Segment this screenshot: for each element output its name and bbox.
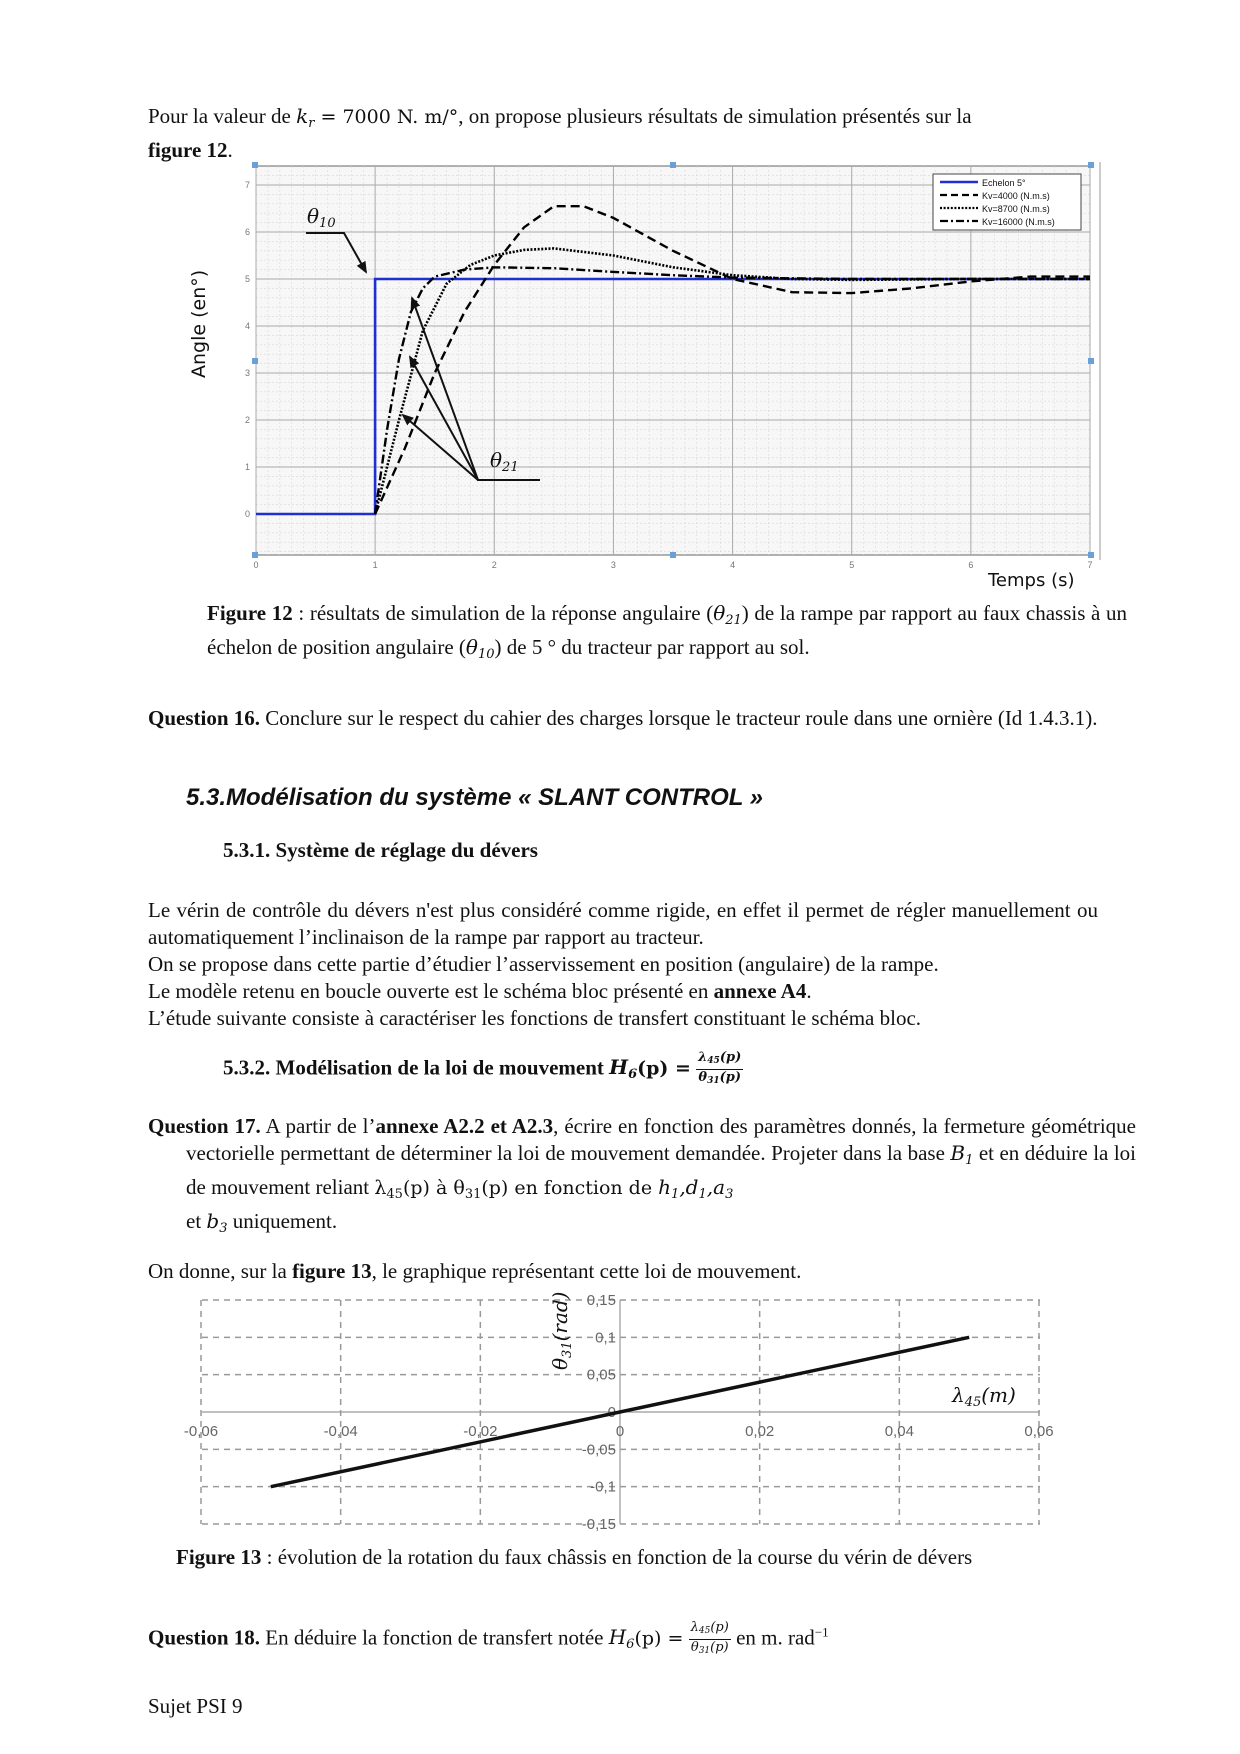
y-tick-label: 3: [244, 368, 250, 378]
x-tick-label: -0,02: [463, 1423, 498, 1440]
y-tick-label: 0,15: [586, 1292, 616, 1309]
x-tick-label: 0: [615, 1423, 625, 1440]
question-17: Question 17. A partir de l’annexe A2.2 et A2.3, écrire en fonction des paramètres donnés, la fermeture géométrique vectorielle permettant de déterminer la loi de mouvement demandée. Projeter dans la base $B_1$ et en déduire la loi de mouvement reliant $\lambda_{45}(p)$ à $\theta_{31}(p)$ en fonction de $h_1,d_1,a_3$ et $b_3$ uniquement.: [148, 1114, 1137, 1236]
x-tick-label: 6: [968, 560, 974, 570]
figure12-ref: figure 12: [148, 138, 228, 162]
x-tick-label: 0,02: [745, 1423, 775, 1440]
figure13-xlabel: $\lambda_{45}(m)$: [952, 1383, 1016, 1410]
figure12-ylabel: Angle (en°): [188, 269, 210, 378]
x-tick-label: -0,04: [323, 1423, 358, 1440]
theta10-label: $\theta_{10}$: [307, 204, 336, 231]
legend-kv4000: Kv=4000 (N.m.s): [982, 191, 1050, 201]
legend-echelon: Echelon 5°: [982, 178, 1026, 188]
x-tick-label: 5: [849, 560, 855, 570]
y-tick-label: -0,15: [581, 1516, 616, 1533]
y-tick-label: 7: [244, 180, 250, 190]
intro-paragraph: Pour la valeur de $k_r = 7000$ N. m/°, on propose plusieurs résultats de simulation présentés sur la figure 12.: [148, 104, 972, 162]
y-tick-label: 2: [244, 415, 250, 425]
question-18: Question 18. En déduire la fonction de transfert notée $H_6(p)$ = $\frac{\lambda_{45}(p)}{\theta_{31}(p)}$ en m. rad$^{-1}$: [148, 1620, 829, 1656]
page-footer: Sujet PSI 9: [148, 1694, 243, 1718]
question-16: Question 16. Conclure sur le respect du cahier des charges lorsque le tracteur roule dans une ornière (Id 1.4.3.1).: [148, 706, 1098, 730]
y-tick-label: 4: [244, 321, 250, 331]
y-tick-label: 0,1: [595, 1329, 616, 1347]
x-tick-label: 0,04: [884, 1423, 914, 1440]
y-tick-label: 1: [244, 462, 250, 472]
section-5-3-2-heading: 5.3.2. Modélisation de la loi de mouvement $H_6(p)$ = $\frac{\lambda_{45}(p)}{\theta_{31}(p)}$: [223, 1050, 742, 1086]
y-tick-label: 0: [244, 509, 250, 519]
section-5-3-1-heading: 5.3.1. Système de réglage du dévers: [223, 838, 538, 862]
slant-control-paragraph: Le vérin de contrôle du dévers n'est plus considéré comme rigide, en effet il permet de régler manuellement ou automatiquement l’inclinaison de la rampe par rapport au tracteur. On se propose dans cette partie d’étudier l’asservissement en position (angulaire) de la rampe. Le modèle retenu en boucle ouverte est le schéma bloc présenté en annexe A4. L’étude suivante consiste à caractériser les fonctions de transfert constituant le schéma bloc.: [148, 898, 1098, 1030]
x-tick-label: 2: [491, 560, 497, 570]
x-tick-label: -0,06: [183, 1423, 219, 1440]
x-tick-label: 0: [253, 560, 259, 570]
figure13-caption: Figure 13 : évolution de la rotation du faux châssis en fonction de la course du vérin de dévers: [176, 1545, 973, 1569]
figure12-xlabel: Temps (s): [988, 570, 1075, 591]
x-tick-label: 3: [610, 560, 616, 570]
y-tick-label: -0,05: [581, 1441, 616, 1459]
figure13-intro: On donne, sur la figure 13, le graphique représentant cette loi de mouvement.: [148, 1259, 802, 1283]
figure13-ylabel: $\theta_{31}(rad)$: [548, 1291, 575, 1370]
x-tick-label: 7: [1087, 560, 1093, 570]
y-tick-label: 0,05: [586, 1366, 616, 1384]
y-tick-label: -0,1: [590, 1478, 616, 1496]
section-5-3-heading: 5.3.Modélisation du système « SLANT CONTROL »: [186, 784, 764, 811]
legend-kv16000: Kv=16000 (N.m.s): [982, 217, 1055, 227]
y-tick-label: 6: [244, 227, 250, 237]
y-tick-label: 0: [607, 1404, 616, 1421]
legend-kv8700: Kv=8700 (N.m.s): [982, 204, 1050, 214]
x-tick-label: 1: [372, 560, 378, 570]
x-tick-label: 4: [730, 560, 736, 570]
theta21-label: $\theta_{21}$: [490, 448, 519, 475]
x-tick-label: 0,06: [1024, 1423, 1054, 1440]
figure12-caption: Figure 12 : résultats de simulation de la réponse angulaire $(\theta_{21})$ de la rampe par rapport au faux chassis à un échelon de position angulaire $(\theta_{10})$ de 5 ° du tracteur par rapport au sol.: [207, 601, 1127, 662]
y-tick-label: 5: [244, 274, 250, 284]
